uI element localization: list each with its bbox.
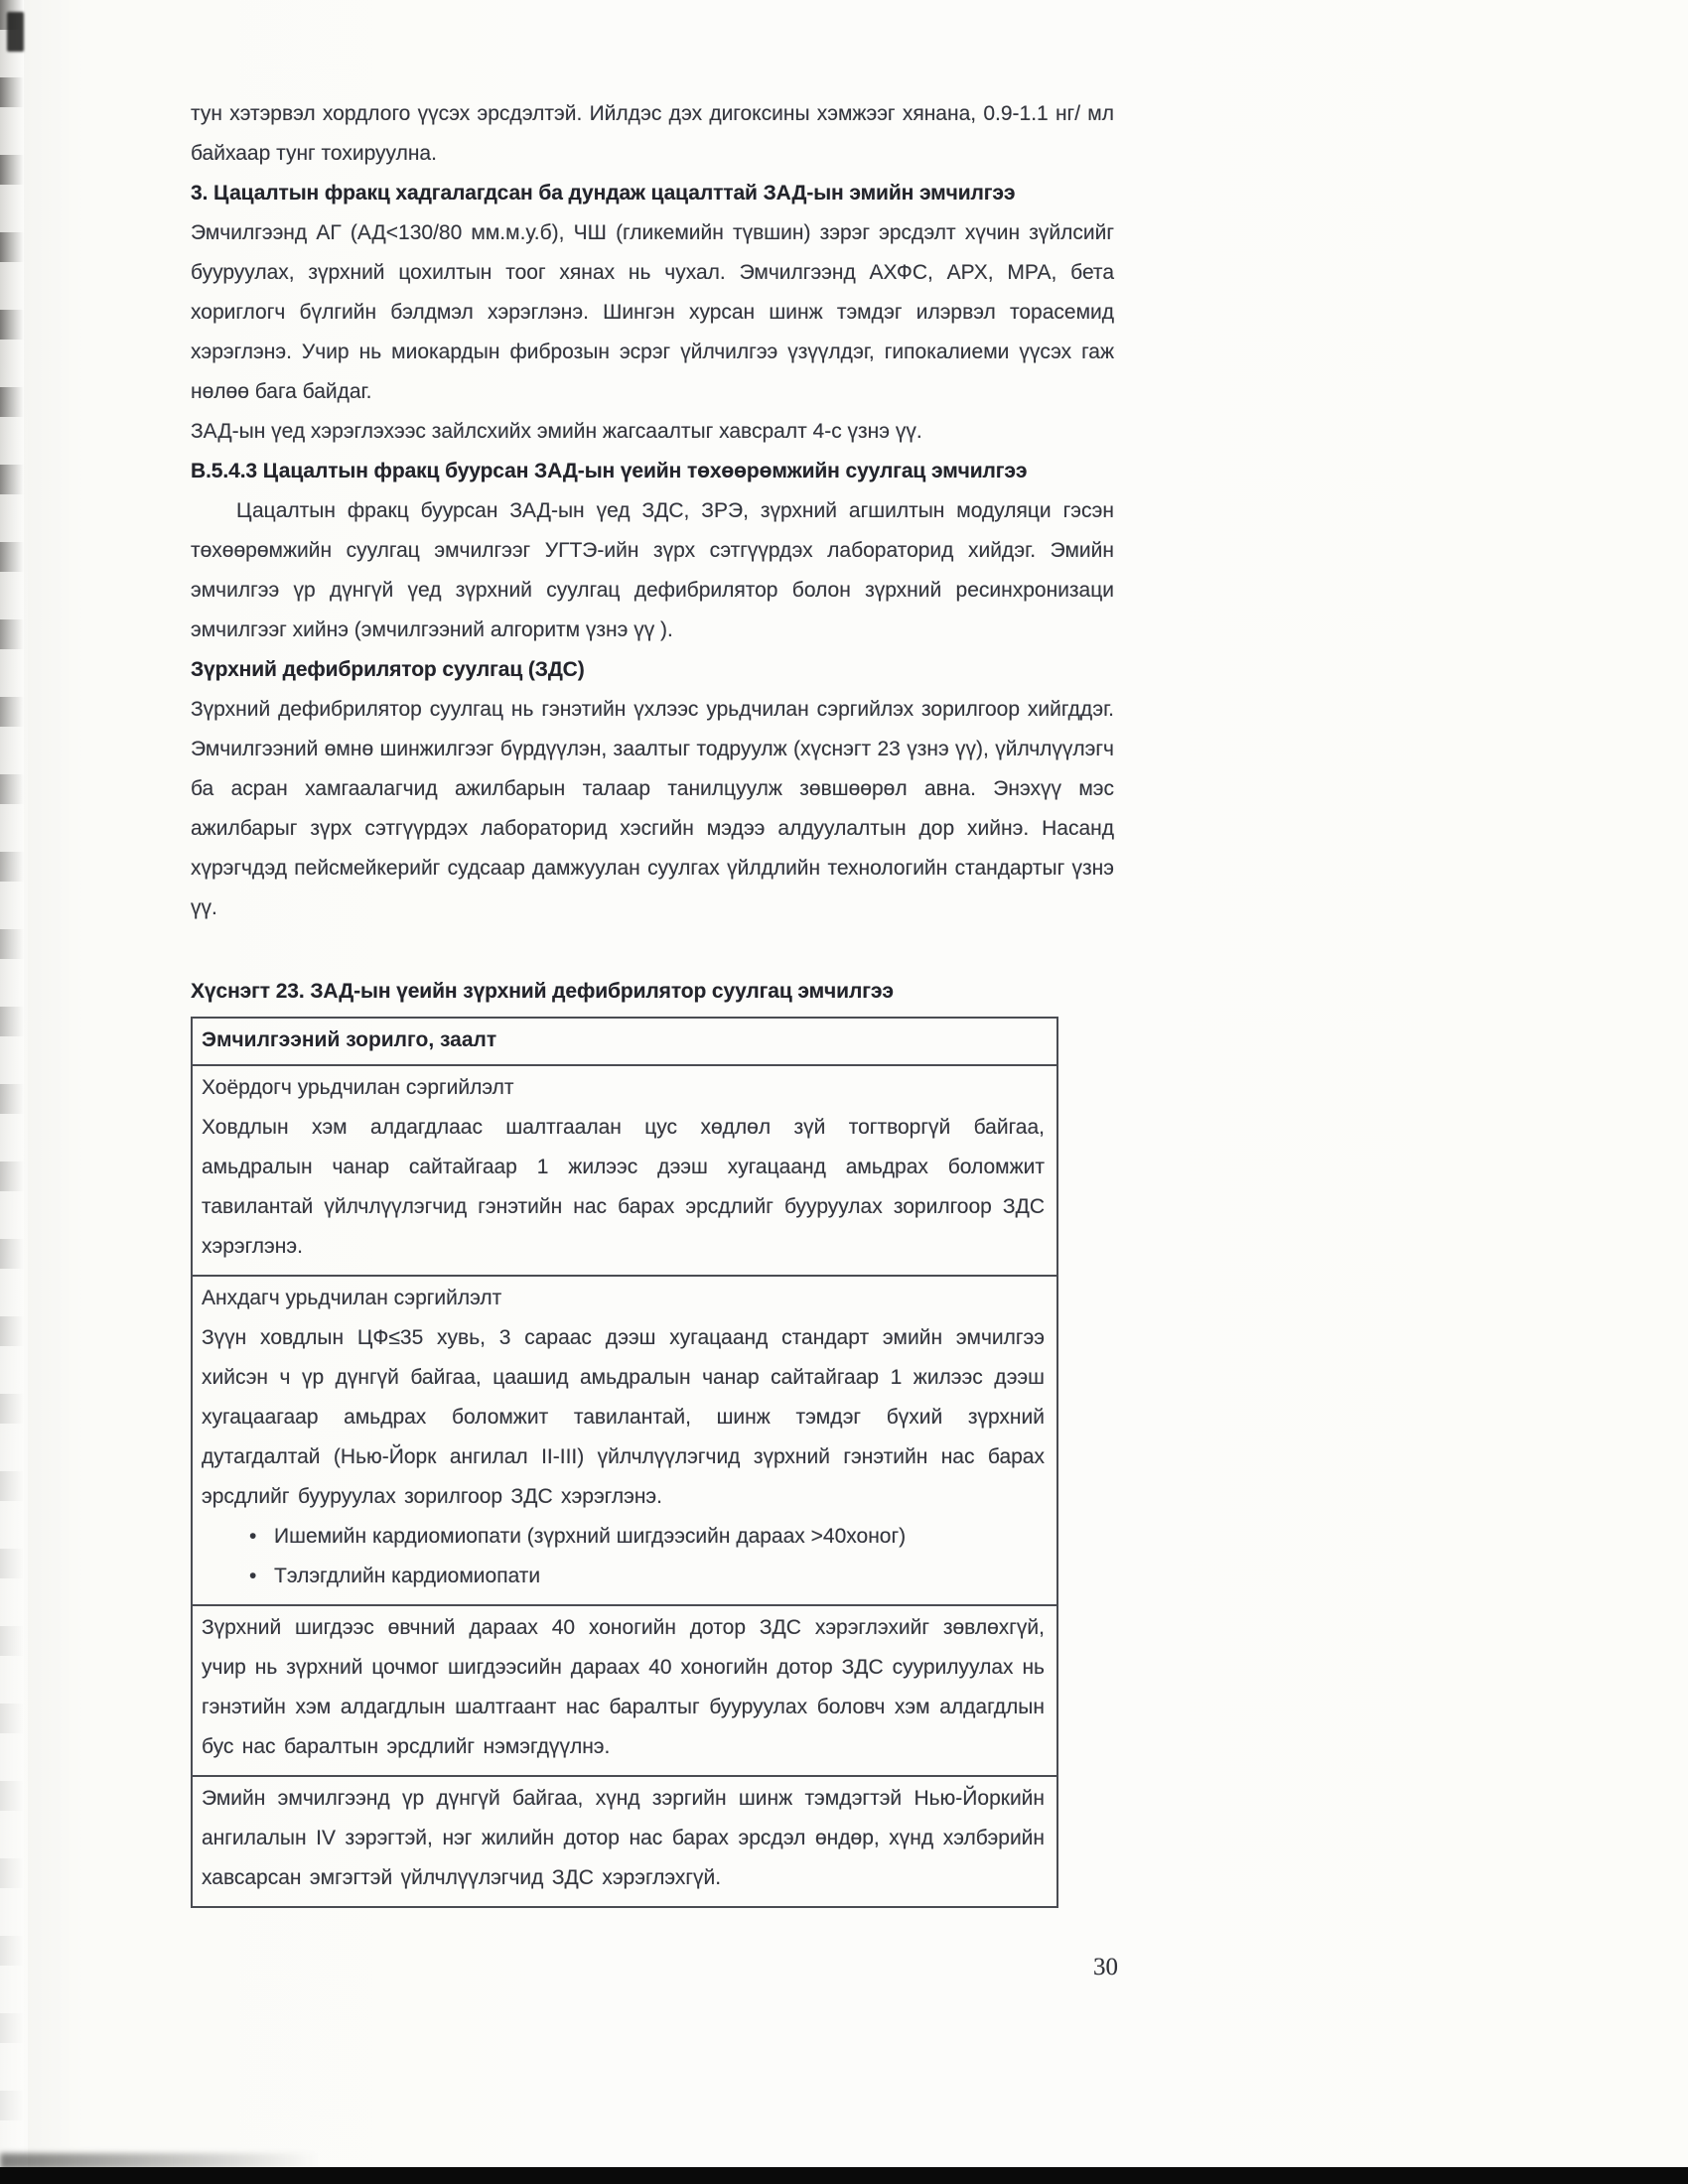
row-body-secondary-prevention: Ховдлын хэм алдагдлаас шалтгаалан цус хөдлөл зүй тогтворгүй байгаа, амьдралын чанар сайтайгаар 1 жилээс дээш хугацаанд амьдрах боломжит тавилантай үйлчлүүлэгчид гэнэтийн нас барах эрсдлийг бууруулах зорилгоор ЗДС хэрэглэнэ. bbox=[202, 1116, 1045, 1258]
scan-artifact-left-fade bbox=[0, 0, 28, 2167]
bullet-ischemic-cardiomyopathy: • Ишемийн кардиомиопати (зүрхний шигдээсийн дараах >40хоног) bbox=[245, 1517, 1045, 1557]
table-header-text: Эмчилгээний зорилго, заалт bbox=[202, 1028, 497, 1051]
scan-artifact-corner-mark bbox=[7, 12, 24, 52]
table-row-primary-prevention bbox=[193, 1275, 1056, 1604]
table-row-contraindication bbox=[193, 1775, 1056, 1906]
row-title-secondary-prevention: Хоёрдогч урьдчилан сэргийлэлт bbox=[202, 1076, 514, 1099]
table-23 bbox=[191, 1017, 1058, 1908]
row-body-contraindication: Эмийн эмчилгээнд үр дүнгүй байгаа, хүнд зэргийн шинж тэмдэгтэй Нью-Йоркийн ангилалын IV зэрэгтэй, нэг жилийн дотор нас барах эрсдэл өндөр, хүнд хэлбэрийн хавсарсан эмгэгтэй үйлчлүүлэгчид ЗДС хэрэглэхгүй. bbox=[202, 1787, 1045, 1889]
bullet-dilated-cardiomyopathy: • Тэлэгдлийн кардиомиопати bbox=[245, 1557, 1045, 1596]
table-23-caption: Хүснэгт 23. ЗАД-ын үеийн зүрхний дефибрилятор суулгац эмчилгээ bbox=[191, 980, 894, 1003]
table-row-40day-restriction bbox=[193, 1604, 1056, 1775]
paragraph-section-3-body: Эмчилгээнд АГ (АД<130/80 мм.м.у.б), ЧШ (гликемийн түвшин) зэрэг эрсдэлт хүчин зүйлсийг бууруулах, зүрхний цохилтын тоог хянах нь чухал. Эмчилгээнд АХФС, АРХ, МРА, бета хориглогч бүлгийн бэлдмэл хэрэглэнэ. Шингэн хурсан шинж тэмдэг илэрвэл торасемид хэрэглэнэ. Учир нь миокардын фиброзын эсрэг үйлчилгээ үзүүлдэг, гипокалиеми үүсэх гаж нөлөө бага байдаг. bbox=[191, 221, 1114, 403]
paragraph-b543-body: Цацалтын фракц буурсан ЗАД-ын үед ЗДС, ЗРЭ, зүрхний агшилтын модуляци гэсэн төхөөрөмжийн суулгац эмчилгээг УГТЭ-ийн зүрх сэтгүүрдэх лабораторид хийдэг. Эмийн эмчилгээ үр дүнгүй үед зүрхний суулгац дефибрилятор болон зүрхний ресинхронизаци эмчилгээг хийнэ (эмчилгээний алгоритм үзнэ үү ). bbox=[191, 499, 1114, 641]
row-body-primary-prevention: Зүүн ховдлын ЦФ≤35 хувь, 3 сараас дээш хугацаанд стандарт эмийн эмчилгээ хийсэн ч үр дүнгүй байгаа, цаашид амьдралын чанар сайтайгаар 1 жилээс дээш хугацаагаар амьдрах боломжит тавилантай, шинж тэмдэг бүхий зүрхний дутагдалтай (Нью-Йорк ангилал II-III) үйлчлүүлэгчид зүрхний гэнэтийн нас барах эрсдлийг бууруулах зорилгоор ЗДС хэрэглэнэ. bbox=[202, 1326, 1045, 1508]
page-number: 30 bbox=[1093, 1954, 1118, 1980]
heading-zds: Зүрхний дефибрилятор суулгац (ЗДС) bbox=[191, 658, 585, 681]
heading-section-3: 3. Цацалтын фракц хадгалагдсан ба дундаж цацалттай ЗАД-ын эмийн эмчилгээ bbox=[191, 182, 1016, 205]
row-body-40day-restriction: Зүрхний шигдээс өвчний дараах 40 хоногийн дотор ЗДС хэрэглэхийг зөвлөхгүй, учир нь зүрхний цочмог шигдээсийн дараах 40 хоногийн дотор ЗДС суурилуулах нь гэнэтийн хэм алдагдлын шалтгаант нас баралтыг бууруулах боловч хэм алдагдлын бус нас баралтын эрсдлийг нэмэгдүүлнэ. bbox=[202, 1616, 1045, 1758]
bullet-list bbox=[202, 1517, 1045, 1596]
scan-artifact-bottom-bar bbox=[0, 2167, 1688, 2184]
paragraph-zds-body: Зүрхний дефибрилятор суулгац нь гэнэтийн үхлээс урьдчилан сэргийлэх зорилгоор хийгддэг. Эмчилгээний өмнө шинжилгээг бүрдүүлэн, заалтыг тодруулж (хүснэгт 23 үзнэ үү), үйлчлүүлэгч ба асран хамгаалагчид ажилбарын талаар танилцуулж зөвшөөрөл авна. Энэхүү мэс ажилбарыг зүрх сэтгүүрдэх лабораторид хэсгийн мэдээ алдуулалтын дор хийнэ. Насанд хүрэгчдэд пейсмейкерийг судсаар дамжуулан суулгах үйлдлийн технологийн стандартыг үзнэ үү. bbox=[191, 698, 1114, 919]
heading-b543: В.5.4.3 Цацалтын фракц буурсан ЗАД-ын үеийн төхөөрөмжийн суулгац эмчилгээ bbox=[191, 460, 1028, 482]
table-header-row bbox=[193, 1019, 1056, 1064]
table-row-secondary-prevention bbox=[193, 1064, 1056, 1275]
row-title-primary-prevention: Анхдагч урьдчилан сэргийлэлт bbox=[202, 1287, 502, 1309]
page-content bbox=[191, 94, 1114, 1908]
paragraph-appendix-note: ЗАД-ын үед хэрэглэхээс зайлсхийх эмийн жагсаалтыг хавсралт 4-с үзнэ үү. bbox=[191, 420, 922, 443]
paragraph-digoxin-dose: тун хэтэрвэл хордлого үүсэх эрсдэлтэй. Ийлдэс дэх дигоксины хэмжээг хянана, 0.9-1.1 нг/ мл байхаар тунг тохируулна. bbox=[191, 102, 1114, 165]
